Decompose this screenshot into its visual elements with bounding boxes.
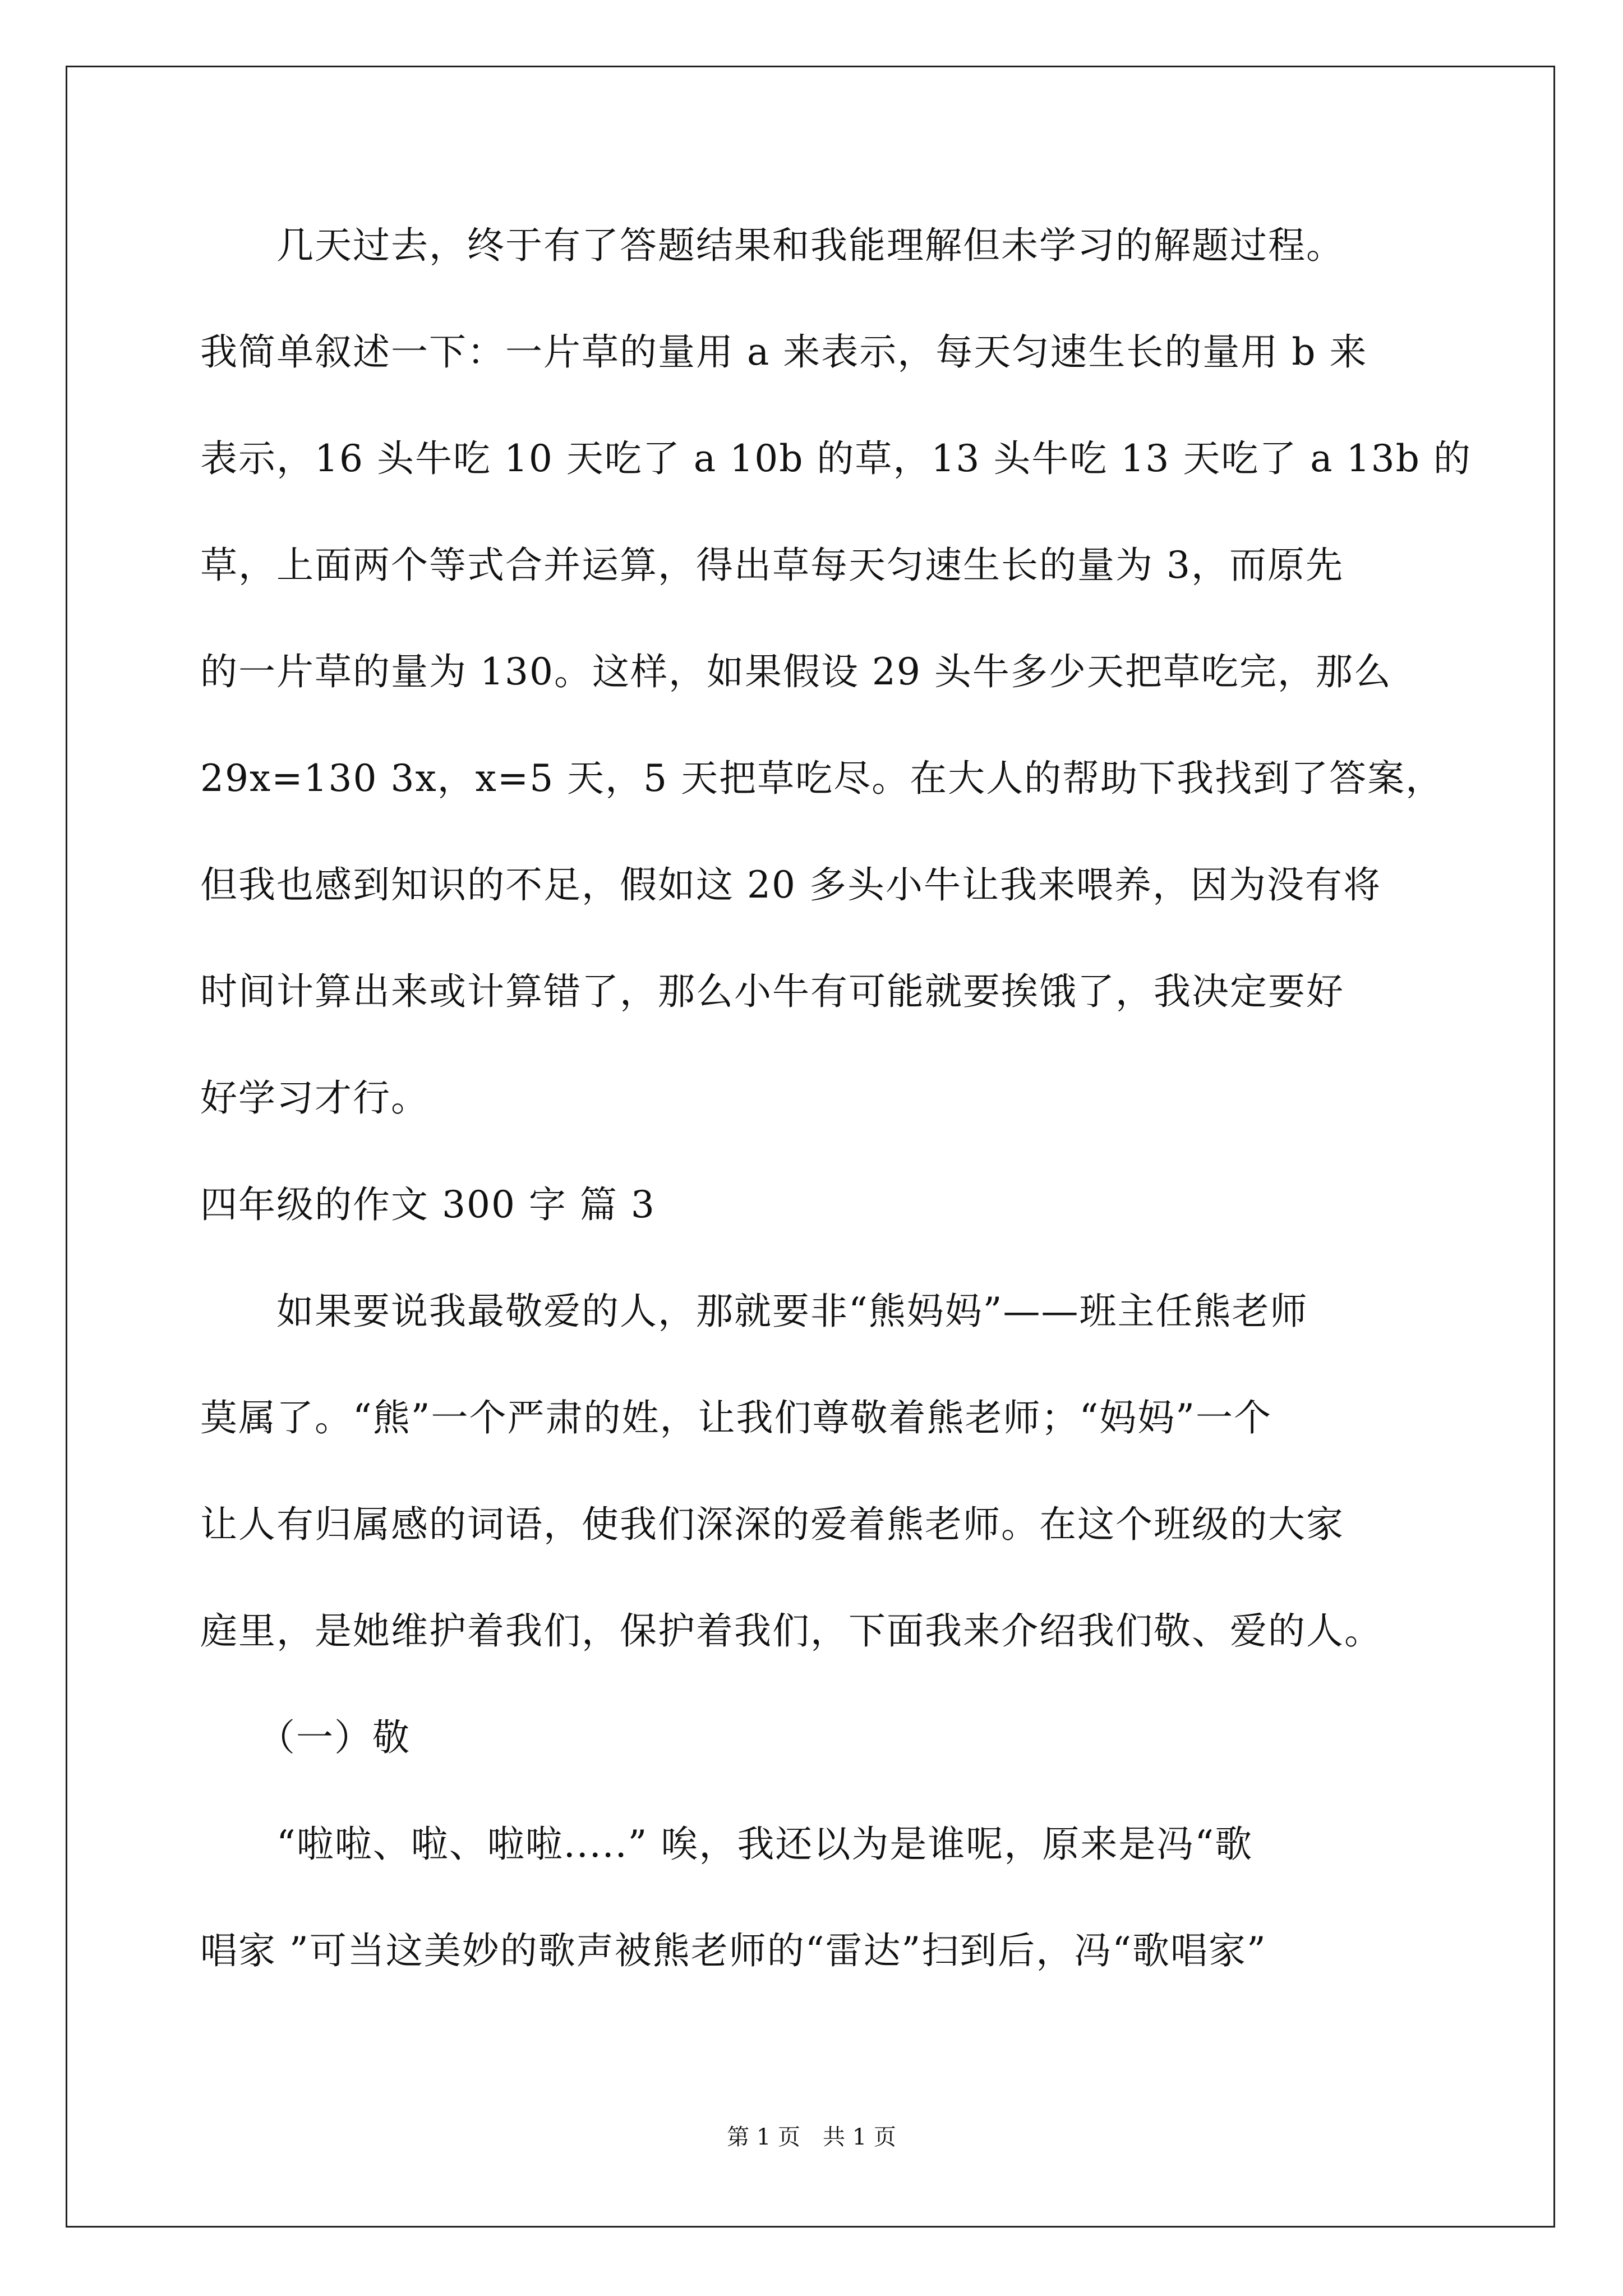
section-heading: 四年级的作文 300 字 篇 3 xyxy=(200,1183,656,1226)
paragraph-line: 时间计算出来或计算错了，那么小牛有可能就要挨饿了，我决定要好 xyxy=(200,970,1344,1013)
page-border xyxy=(66,66,1555,2228)
paragraph-line: 草，上面两个等式合并运算，得出草每天匀速生长的量为 3，而原先 xyxy=(200,544,1344,587)
paragraph-line: 几天过去，终于有了答题结果和我能理解但未学习的解题过程。 xyxy=(200,224,1344,267)
paragraph-line: 的一片草的量为 130。这样，如果假设 29 头牛多少天把草吃完，那么 xyxy=(200,650,1392,693)
paragraph-line: 如果要说我最敬爱的人，那就要非“熊妈妈”——班主任熊老师 xyxy=(200,1290,1308,1333)
paragraph-line: 表示，16 头牛吃 10 天吃了 a 10b 的草，13 头牛吃 13 天吃了 a 13b 的 xyxy=(200,437,1472,480)
paragraph-line: 好学习才行。 xyxy=(200,1076,429,1120)
paragraph-line: 但我也感到知识的不足，假如这 20 多头小牛让我来喂养，因为没有将 xyxy=(200,863,1381,907)
subsection-heading: （一）敬 xyxy=(200,1716,411,1759)
paragraph-line: 唱家 ”可当这美妙的歌声被熊老师的“雷达”扫到后，冯“歌唱家” xyxy=(200,1929,1267,1972)
paragraph-line: “啦啦、啦、啦啦.....” 唉，我还以为是谁呢，原来是冯“歌 xyxy=(200,1823,1253,1866)
page-total: 共 1 页 xyxy=(823,2124,896,2150)
paragraph-line: 我简单叙述一下：一片草的量用 a 来表示，每天匀速生长的量用 b 来 xyxy=(200,330,1368,374)
paragraph-line: 29x=130 3x，x=5 天，5 天把草吃尽。在大人的帮助下我找到了答案， xyxy=(200,757,1444,800)
paragraph-line: 莫属了。“熊”一个严肃的姓，让我们尊敬着熊老师；“妈妈”一个 xyxy=(200,1396,1272,1439)
page-number: 第 1 页 xyxy=(727,2124,800,2150)
page-footer xyxy=(0,2126,1623,2148)
paragraph-line: 庭里，是她维护着我们，保护着我们，下面我来介绍我们敬、爱的人。 xyxy=(200,1609,1382,1653)
paragraph-line: 让人有归属感的词语，使我们深深的爱着熊老师。在这个班级的大家 xyxy=(200,1503,1344,1546)
